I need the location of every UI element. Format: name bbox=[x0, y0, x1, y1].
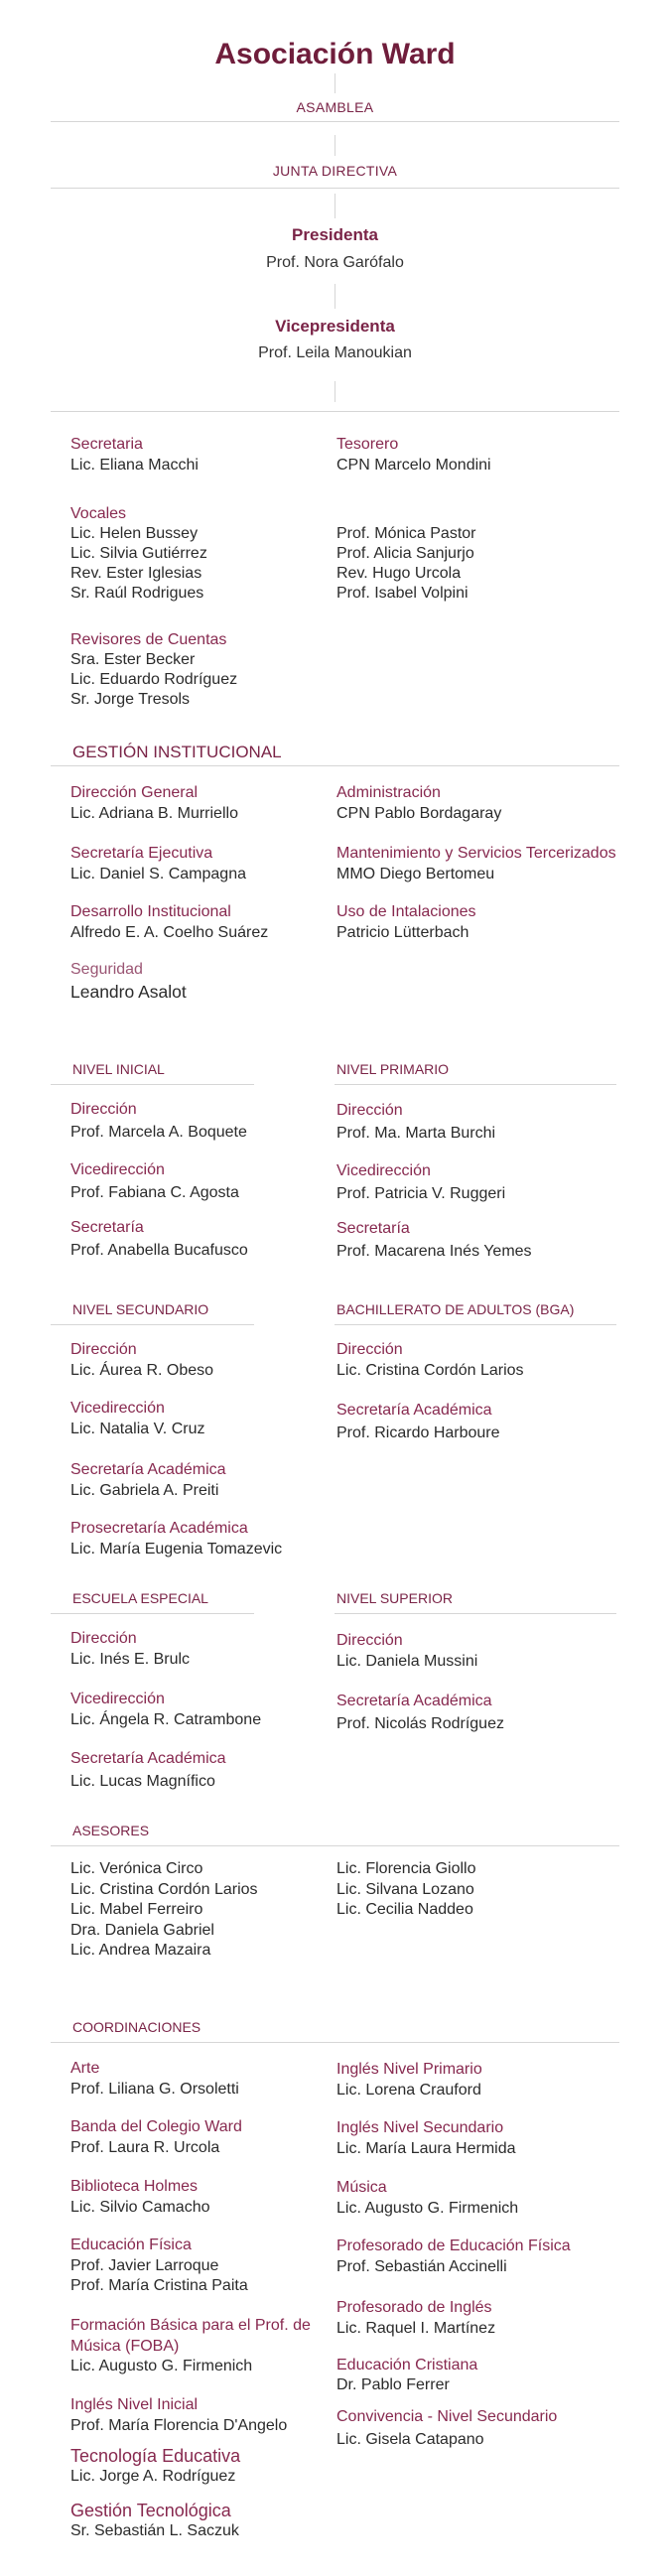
nivel-secundario-entry bbox=[70, 1459, 226, 1501]
role-label: Prosecretaría Académica bbox=[70, 1520, 248, 1537]
nivel-superior-entry bbox=[336, 1630, 477, 1672]
person-name: Dra. Daniela Gabriel bbox=[70, 1921, 214, 1939]
person-name: Lic. Jorge A. Rodríguez bbox=[70, 2468, 236, 2485]
person-name: Lic. Gabriela A. Preiti bbox=[70, 1482, 219, 1499]
role-label: Seguridad bbox=[70, 961, 143, 978]
person-name: Lic. Cristina Cordón Larios bbox=[336, 1362, 524, 1379]
person-name: Lic. Cristina Cordón Larios bbox=[70, 1880, 258, 1898]
divider bbox=[335, 1324, 616, 1325]
escuela-especial-entry bbox=[70, 1747, 226, 1793]
role-label: Secretaría bbox=[336, 1220, 410, 1237]
person-name: MMO Diego Bertomeu bbox=[336, 866, 495, 882]
person-name: Prof. Fabiana C. Agosta bbox=[70, 1184, 239, 1201]
nivel-primario-entry bbox=[336, 1159, 505, 1205]
person-name: Sr. Jorge Tresols bbox=[70, 691, 191, 708]
escuela-especial-entry bbox=[70, 1628, 190, 1670]
asesores-left-list bbox=[70, 1859, 258, 1962]
gestion-entry bbox=[70, 959, 187, 1004]
person-name: Lic. Florencia Giollo bbox=[336, 1860, 476, 1877]
role-label: Banda del Colegio Ward bbox=[70, 2118, 242, 2135]
person-name: Lic. Augusto G. Firmenich bbox=[70, 2358, 253, 2374]
nivel-primario-entry bbox=[336, 1099, 495, 1145]
divider bbox=[335, 1084, 616, 1085]
person-name: Lic. Silvio Camacho bbox=[70, 2198, 210, 2216]
person-name: Prof. Nicolás Rodríguez bbox=[336, 1715, 504, 1732]
person-name: Prof. Javier Larroque bbox=[70, 2256, 219, 2274]
nivel-inicial-entry bbox=[70, 1158, 239, 1204]
vicepresidenta-name: Prof. Leila Manoukian bbox=[258, 344, 412, 361]
nivel-inicial-entry bbox=[70, 1216, 248, 1262]
role-label: Inglés Nivel Primario bbox=[336, 2061, 482, 2078]
person-name: Lic. Lorena Crauford bbox=[336, 2082, 481, 2099]
person-name: Lic. Lucas Magnífico bbox=[70, 1773, 215, 1790]
role-label: Inglés Nivel Secundario bbox=[336, 2119, 504, 2136]
nivel-secundario-entry bbox=[70, 1339, 213, 1381]
role-label: Secretaría Académica bbox=[70, 1461, 226, 1478]
person-name: Sra. Ester Becker bbox=[70, 651, 196, 668]
divider bbox=[51, 1324, 254, 1325]
role-label: Revisores de Cuentas bbox=[70, 631, 227, 648]
role-label: Inglés Nivel Inicial bbox=[70, 2396, 199, 2413]
person-name: Rev. Ester Iglesias bbox=[70, 565, 202, 582]
role-label: Secretaría Académica bbox=[336, 1402, 492, 1419]
person-name: Lic. Daniel S. Campagna bbox=[70, 866, 246, 882]
divider bbox=[51, 1845, 619, 1846]
coordinacion-entry bbox=[336, 2177, 518, 2219]
role-label: Vicedirección bbox=[70, 1400, 165, 1417]
revisores-entry bbox=[70, 630, 237, 710]
person-name: Rev. Hugo Urcola bbox=[336, 565, 462, 582]
divider bbox=[51, 121, 619, 122]
role-label: Mantenimiento y Servicios Tercerizados bbox=[336, 845, 616, 862]
gestion-entry bbox=[70, 782, 238, 824]
section-heading-escuela-especial: ESCUELA ESPECIAL bbox=[72, 1590, 208, 1606]
role-label: Secretaría bbox=[70, 1219, 144, 1236]
role-label: Dirección General bbox=[70, 784, 199, 801]
person-name: Lic. Eduardo Rodríguez bbox=[70, 671, 238, 688]
presidenta-role: Presidenta bbox=[292, 225, 378, 244]
person-name: Lic. María Eugenia Tomazevic bbox=[70, 1541, 283, 1558]
nivel-inicial-entry bbox=[70, 1098, 247, 1144]
role-label: Desarrollo Institucional bbox=[70, 903, 231, 920]
person-name: CPN Pablo Bordagaray bbox=[336, 805, 502, 822]
person-name: Lic. Adriana B. Murriello bbox=[70, 805, 238, 822]
role-label: Dirección bbox=[336, 1102, 403, 1119]
role-label: Dirección bbox=[70, 1630, 137, 1647]
person-name: Lic. Ángela R. Catrambone bbox=[70, 1711, 262, 1728]
divider bbox=[335, 1613, 616, 1614]
person-name: Prof. Ricardo Harboure bbox=[336, 1424, 500, 1441]
person-name: Lic. Helen Bussey bbox=[70, 525, 199, 542]
role-label: Música bbox=[336, 2179, 387, 2196]
section-heading-nivel-primario: NIVEL PRIMARIO bbox=[336, 1061, 450, 1077]
tesorero-entry bbox=[336, 434, 491, 475]
nivel-secundario-entry bbox=[70, 1398, 204, 1439]
vocales-right-list bbox=[336, 524, 476, 604]
section-heading-bachillerato: BACHILLERATO DE ADULTOS (BGA) bbox=[336, 1301, 575, 1317]
person-name: Prof. Sebastián Accinelli bbox=[336, 2258, 507, 2275]
person-name: Prof. Liliana G. Orsoletti bbox=[70, 2080, 239, 2098]
asesores-right-list bbox=[336, 1859, 476, 1921]
person-name: Lic. Silvana Lozano bbox=[336, 1880, 474, 1898]
person-name: Lic. Inés E. Brulc bbox=[70, 1651, 191, 1668]
person-name: Alfredo E. A. Coelho Suárez bbox=[70, 924, 269, 941]
role-label: Administración bbox=[336, 784, 441, 801]
gestion-entry bbox=[336, 782, 501, 824]
section-heading-coordinaciones: COORDINACIONES bbox=[72, 2019, 201, 2035]
person-name: Lic. Daniela Mussini bbox=[336, 1653, 478, 1670]
gestion-entry bbox=[336, 843, 616, 884]
person-name: Patricio Lütterbach bbox=[336, 924, 469, 941]
person-name: Lic. Mabel Ferreiro bbox=[70, 1901, 203, 1918]
person-name: Prof. María Florencia D'Angelo bbox=[70, 2416, 288, 2434]
section-heading-nivel-inicial: NIVEL INICIAL bbox=[72, 1061, 165, 1077]
person-name: CPN Marcelo Mondini bbox=[336, 457, 491, 474]
divider bbox=[51, 2042, 619, 2043]
person-name: Lic. Gisela Catapano bbox=[336, 2431, 484, 2448]
role-label: Secretaría Académica bbox=[336, 1693, 492, 1709]
divider bbox=[51, 1613, 254, 1614]
person-name: Lic. Cecilia Naddeo bbox=[336, 1901, 473, 1918]
secretaria-entry bbox=[70, 434, 199, 475]
role-label: Vicedirección bbox=[336, 1162, 431, 1179]
role-label: Dirección bbox=[70, 1341, 137, 1358]
role-label: Tesorero bbox=[336, 436, 399, 453]
person-name: Prof. Mónica Pastor bbox=[336, 525, 476, 542]
role-label: Secretaria bbox=[70, 436, 143, 453]
gestion-entry bbox=[70, 901, 268, 943]
bachillerato-entry bbox=[336, 1339, 524, 1381]
person-name: Lic. María Laura Hermida bbox=[336, 2140, 516, 2157]
page-title: Asociación Ward bbox=[214, 38, 456, 70]
person-name: Prof. Ma. Marta Burchi bbox=[336, 1125, 496, 1142]
nivel-secundario-entry bbox=[70, 1518, 282, 1559]
role-label: Educación Cristiana bbox=[336, 2357, 478, 2373]
asamblea-label: ASAMBLEA bbox=[296, 99, 374, 115]
role-label: Convivencia - Nivel Secundario bbox=[336, 2408, 558, 2425]
coordinacion-entry bbox=[336, 2356, 477, 2395]
role-label: Secretaría Ejecutiva bbox=[70, 845, 213, 862]
vicepresidenta-role: Vicepresidenta bbox=[275, 317, 395, 336]
person-name: Prof. Anabella Bucafusco bbox=[70, 1242, 248, 1259]
person-name: Dr. Pablo Ferrer bbox=[336, 2376, 450, 2393]
role-label: Biblioteca Holmes bbox=[70, 2178, 199, 2195]
role-label: Vocales bbox=[70, 505, 127, 522]
coordinacion-entry bbox=[336, 2236, 571, 2277]
person-name: Prof. Macarena Inés Yemes bbox=[336, 1243, 532, 1260]
role-label: Gestión Tecnológica bbox=[70, 2501, 231, 2520]
person-name: Lic. Raquel I. Martínez bbox=[336, 2320, 496, 2337]
escuela-especial-entry bbox=[70, 1689, 261, 1730]
section-heading-gestion: GESTIÓN INSTITUCIONAL bbox=[72, 743, 282, 761]
section-heading-asesores: ASESORES bbox=[72, 1823, 150, 1838]
coordinacion-entry bbox=[336, 2117, 516, 2159]
role-label: Dirección bbox=[70, 1101, 137, 1118]
nivel-primario-entry bbox=[336, 1217, 532, 1263]
coordinacion-entry bbox=[336, 2297, 495, 2339]
person-name: Lic. Natalia V. Cruz bbox=[70, 1421, 205, 1437]
divider bbox=[51, 188, 619, 189]
role-label: Educación Física bbox=[70, 2237, 192, 2253]
role-label: Uso de Intalaciones bbox=[336, 903, 476, 920]
person-name: Lic. Eliana Macchi bbox=[70, 457, 199, 474]
coordinacion-entry bbox=[70, 2236, 248, 2297]
person-name: Leandro Asalot bbox=[70, 982, 187, 1002]
role-label: Dirección bbox=[336, 1341, 403, 1358]
person-name: Prof. Laura R. Urcola bbox=[70, 2138, 220, 2156]
coordinacion-entry bbox=[70, 2500, 239, 2542]
role-label: Formación Básica para el Prof. de bbox=[70, 2317, 311, 2334]
bachillerato-entry bbox=[336, 1399, 500, 1444]
person-name: Prof. Alicia Sanjurjo bbox=[336, 545, 474, 562]
coordinacion-entry bbox=[336, 2059, 482, 2101]
coordinacion-entry bbox=[336, 2405, 557, 2451]
person-name: Prof. María Cristina Paita bbox=[70, 2277, 248, 2294]
role-label: Vicedirección bbox=[70, 1161, 165, 1178]
role-label: Profesorado de Educación Física bbox=[336, 2237, 571, 2254]
coordinacion-entry bbox=[70, 2316, 311, 2377]
vocales-entry bbox=[70, 504, 207, 604]
person-name: Lic. Verónica Circo bbox=[70, 1860, 203, 1877]
coordinacion-entry bbox=[70, 2177, 210, 2218]
coordinacion-entry bbox=[70, 2059, 239, 2100]
person-name: Lic. Andrea Mazaira bbox=[70, 1942, 211, 1959]
role-label: Dirección bbox=[336, 1632, 403, 1649]
role-label: Música (FOBA) bbox=[70, 2337, 180, 2355]
divider bbox=[51, 1084, 254, 1085]
person-name: Lic. Áurea R. Obeso bbox=[70, 1362, 214, 1379]
nivel-superior-entry bbox=[336, 1690, 504, 1735]
coordinacion-entry bbox=[70, 2445, 240, 2488]
coordinacion-entry bbox=[70, 2395, 287, 2436]
person-name: Lic. Silvia Gutiérrez bbox=[70, 545, 207, 562]
person-name: Sr. Raúl Rodrigues bbox=[70, 585, 204, 602]
person-name: Prof. Marcela A. Boquete bbox=[70, 1124, 247, 1141]
person-name: Sr. Sebastián L. Saczuk bbox=[70, 2522, 239, 2539]
junta-directiva-label: JUNTA DIRECTIVA bbox=[272, 163, 398, 179]
person-name: Prof. Patricia V. Ruggeri bbox=[336, 1185, 506, 1202]
divider bbox=[51, 765, 619, 766]
gestion-entry bbox=[70, 843, 246, 884]
gestion-entry bbox=[336, 901, 476, 943]
section-heading-nivel-secundario: NIVEL SECUNDARIO bbox=[72, 1301, 209, 1317]
presidenta-name: Prof. Nora Garófalo bbox=[266, 254, 404, 271]
role-label: Vicedirección bbox=[70, 1691, 165, 1707]
person-name: Lic. Augusto G. Firmenich bbox=[336, 2200, 519, 2217]
role-label: Tecnología Educativa bbox=[70, 2446, 241, 2466]
section-heading-nivel-superior: NIVEL SUPERIOR bbox=[336, 1590, 453, 1606]
role-label: Profesorado de Inglés bbox=[336, 2299, 492, 2316]
divider bbox=[51, 411, 619, 412]
coordinacion-entry bbox=[70, 2117, 242, 2158]
person-name: Prof. Isabel Volpini bbox=[336, 585, 469, 602]
role-label: Arte bbox=[70, 2060, 100, 2077]
role-label: Secretaría Académica bbox=[70, 1750, 226, 1767]
